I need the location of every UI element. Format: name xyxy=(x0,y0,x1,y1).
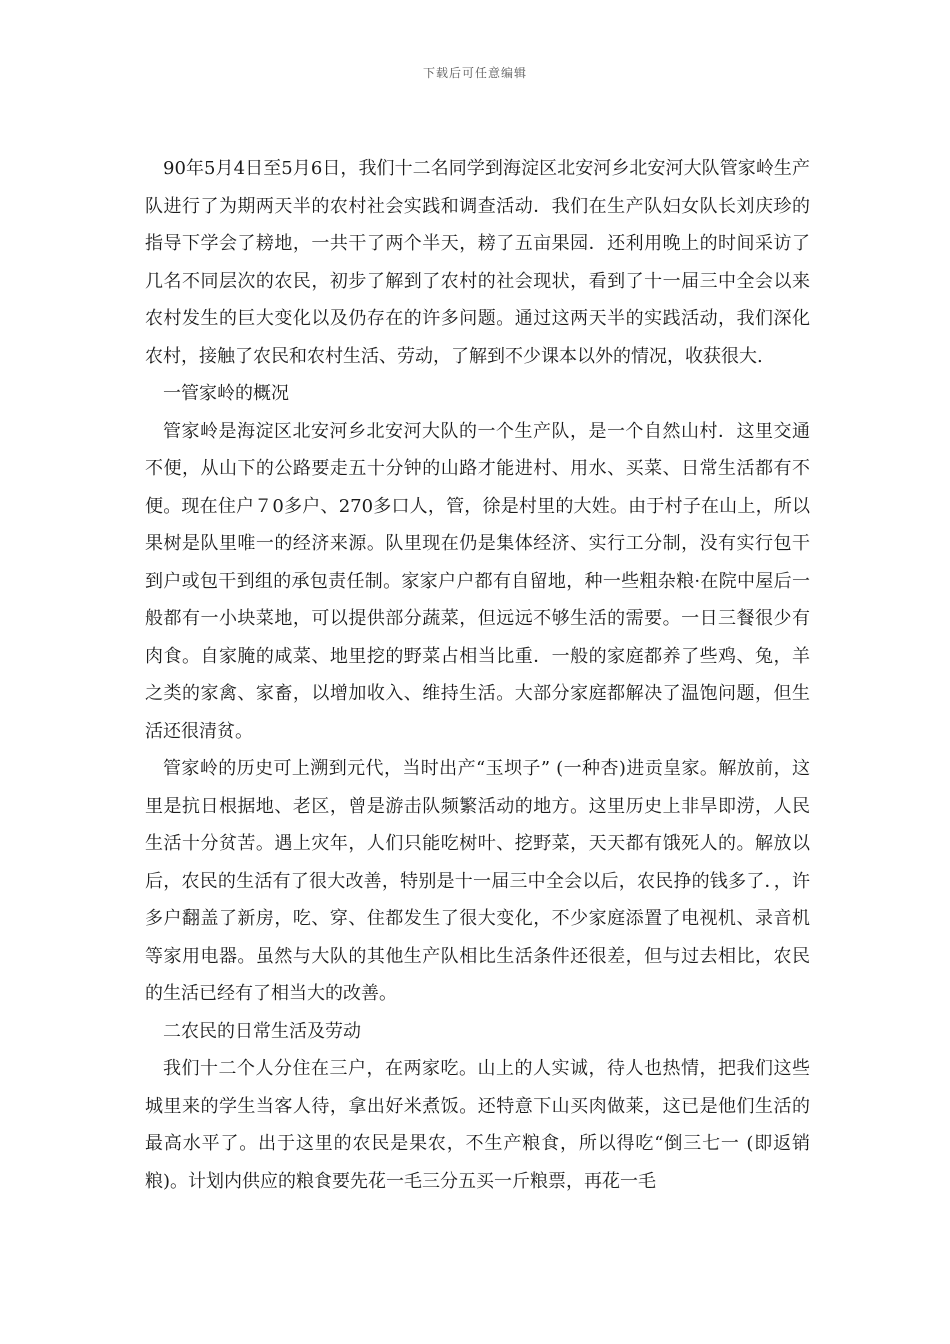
paragraph-overview: 管家岭是海淀区北安河乡北安河大队的一个生产队，是一个自然山村．这里交通不便，从山下的公路要走五十分钟的山路才能进村、用水、买菜、日常生活都有不便。现在住户７0多户、270多口人，管，徐是村里的大姓。由于村子在山上，所以果树是队里唯一的经济来源。队里现在仍是集体经济、实行工分制，没有实行包干到户或包干到组的承包责任制。家家户户都有自留地，种一些粗杂粮·在院中屋后一般都有一小块菜地，可以提供部分蔬菜，但远远不够生活的需要。一日三餐很少有肉食。自家腌的咸菜、地里挖的野菜占相当比重．一般的家庭都养了些鸡、兔，羊之类的家禽、家畜，以增加收入、维持生活。大部分家庭都解决了温饱问题，但生活还很清贫。 xyxy=(145,420,810,742)
paragraph-daily-life: 我们十二个人分住在三户，在两家吃。山上的人实诚，待人也热情，把我们这些城里来的学生当客人待，拿出好米煮饭。还特意下山买肉做莱，这已是他们生活的最高水平了。出于这里的农民是果农，不生产粮食，所以得吃“倒三七一 (即返销粮)。计划内供应的粮食要先花一毛三分五买一斤粮票，再花一毛 xyxy=(145,1058,810,1192)
section-heading-overview: 一管家岭的概况 xyxy=(163,383,289,404)
section-heading-daily-life: 二农民的日常生活及劳动 xyxy=(163,1020,361,1042)
paragraph-history: 管家岭的历史可上溯到元代，当时出产“玉坝子” (一种杏)进贡皇家。解放前，这里是抗日根据地、老区，曾是游击队频繁活动的地方。这里历史上非旱即涝，人民生活十分贫苦。遇上灾年，人们只能吃树叶、挖野菜，天天都有饿死人的。解放以后，农民的生活有了很大改善，特别是十一届三中全会以后，农民挣的钱多了．，许多户翻盖了新房，吃、穿、住都发生了很大变化，不少家庭添置了电视机、录音机等家用电器。虽然与大队的其他生产队相比生活条件还很差，但与过去相比，农民的生活已经有了相当大的改善。 xyxy=(145,758,810,1004)
document-body xyxy=(145,150,810,1200)
page-header: 下载后可任意编辑 xyxy=(422,66,527,80)
paragraph-intro: 90年5月4日至5月6日，我们十二名同学到海淀区北安河乡北安河大队管家岭生产队进行了为期两天半的农村社会实践和调查活动．我们在生产队妇女队长刘庆珍的指导下学会了耪地，一共干了两个半天，耪了五亩果园．还利用晚上的时间采访了几名不同层次的农民，初步了解到了农村的社会现状，看到了十一届三中全会以来农村发生的巨大变化以及仍存在的许多问题。通过这两天半的实践活动，我们深化农村，接触了农民和农村生活、劳动，了解到不少课本以外的情况，收获很大. xyxy=(145,158,810,367)
